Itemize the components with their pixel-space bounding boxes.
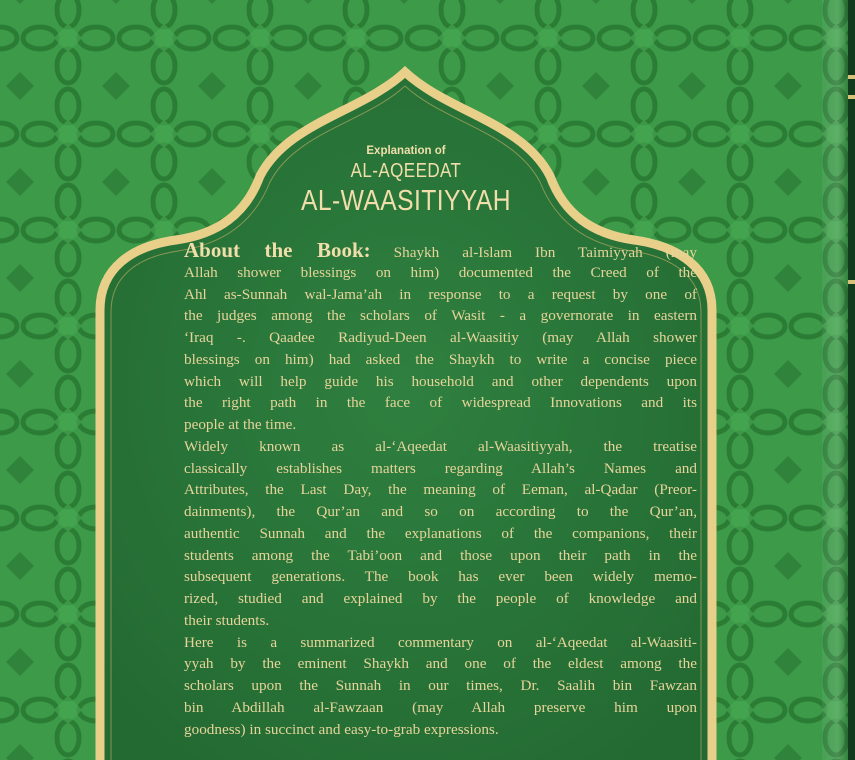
paragraph bbox=[184, 436, 697, 632]
line-text: authentic Sunnah and the explanations of the companions, their bbox=[184, 524, 697, 542]
line-text: Here is a summarized commentary on al-‘Aqeedat al-Waasiti- bbox=[184, 633, 697, 651]
section-lead: About the Book: bbox=[184, 238, 371, 262]
text-line bbox=[184, 240, 697, 262]
text-line bbox=[184, 262, 697, 284]
text-line bbox=[184, 284, 697, 306]
text-line bbox=[184, 632, 697, 654]
line-text: the judges among the scholars of Wasit - a governorate in eastern bbox=[184, 307, 697, 325]
line-text: blessings on him) had asked the Shaykh to write a concise piece bbox=[184, 350, 697, 368]
line-text: the right path in the face of widespread Innovations and its bbox=[184, 394, 697, 412]
book-spine bbox=[822, 0, 848, 760]
text-line bbox=[184, 349, 697, 371]
paragraph bbox=[184, 632, 697, 741]
line-text: people at the time. bbox=[184, 416, 297, 433]
line-text: bin Abdillah al-Fawzaan (may Allah preserve him upon bbox=[184, 698, 697, 716]
text-line bbox=[184, 719, 697, 741]
line-text: Shaykh al-Islam Ibn Taimiyyah (may bbox=[393, 244, 697, 261]
text-line bbox=[184, 653, 697, 675]
text-line bbox=[184, 414, 697, 436]
book-edge bbox=[848, 0, 855, 760]
line-text: which will help guide his household and other dependents upon bbox=[184, 372, 697, 390]
line-text: rized, studied and explained by the people of knowledge and bbox=[184, 590, 697, 607]
paragraph bbox=[184, 240, 697, 436]
line-text: their students. bbox=[184, 611, 270, 629]
line-text: goodness) in succinct and easy-to-grab expressions. bbox=[184, 720, 499, 738]
cover-subtitle: Explanation of bbox=[366, 145, 446, 157]
text-line bbox=[184, 566, 697, 588]
line-text: Ahl as-Sunnah wal-Jama’ah in response to a request by one of bbox=[184, 285, 697, 303]
line-text: yyah by the eminent Shaykh and one of the eldest among the bbox=[184, 655, 697, 673]
cover-title-line2: AL-WAASITIYYAH bbox=[300, 185, 512, 217]
text-line bbox=[184, 327, 697, 349]
text-line bbox=[184, 458, 697, 480]
cover-title-line1: AL-AQEEDAT bbox=[350, 160, 462, 182]
text-line bbox=[184, 436, 697, 458]
text-line bbox=[184, 545, 697, 567]
text-line bbox=[184, 501, 697, 523]
about-the-book bbox=[184, 240, 697, 740]
text-line bbox=[184, 523, 697, 545]
line-text: dainments), the Qur’an and so on according to the Qur’an, bbox=[184, 503, 697, 520]
text-line bbox=[184, 675, 697, 697]
text-line bbox=[184, 305, 697, 327]
text-line bbox=[184, 479, 697, 501]
text-line bbox=[184, 610, 697, 632]
line-text: classically establishes matters regarding Allah’s Names and bbox=[184, 459, 697, 477]
line-text: Widely known as al-‘Aqeedat al-Waasitiyyah, the treatise bbox=[184, 437, 697, 455]
line-text: ‘Iraq -. Qaadee Radiyud-Deen al-Waasitiy (may Allah shower bbox=[184, 329, 697, 346]
text-line bbox=[184, 697, 697, 719]
text-line bbox=[184, 371, 697, 393]
text-line bbox=[184, 392, 697, 414]
line-text: subsequent generations. The book has ever been widely memo- bbox=[184, 568, 697, 586]
line-text: Allah shower blessings on him) documented the Creed of the bbox=[184, 263, 697, 281]
text-line bbox=[184, 588, 697, 610]
line-text: students among the Tabi’oon and those upon their path in the bbox=[184, 546, 697, 564]
line-text: scholars upon the Sunnah in our times, Dr. Saalih bin Fawzan bbox=[184, 677, 697, 694]
line-text: Attributes, the Last Day, the meaning of Eeman, al-Qadar (Preor- bbox=[184, 481, 697, 499]
